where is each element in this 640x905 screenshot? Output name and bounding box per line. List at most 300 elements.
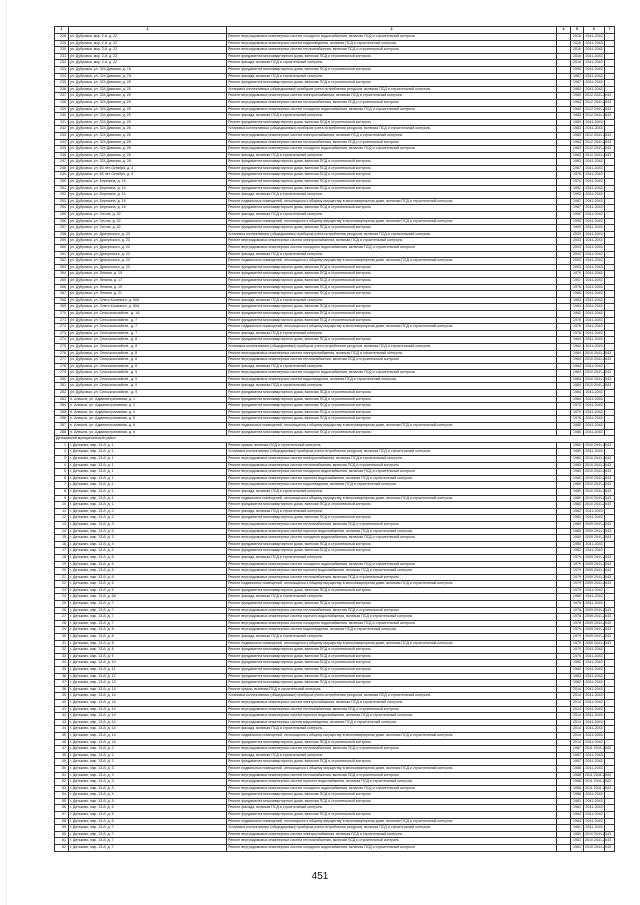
address-cell: г. Дятьково, мкр. 13-й, д. 1 — [69, 495, 227, 502]
empty-cell — [557, 627, 571, 634]
period-cell: 2041-2043 — [584, 66, 605, 73]
empty-cell — [605, 225, 615, 232]
year-cell: 1979 — [571, 554, 584, 561]
work-type-cell: Ремонт внутридомовых инженерных систем холодного водоснабжения, включая ПСД и строительный контроль — [227, 845, 557, 852]
address-cell: г. Дятьково, мкр. 13-й, д. 14 — [69, 739, 227, 746]
year-cell: 1978 — [571, 324, 584, 331]
period-cell: 2041-2043 — [584, 238, 605, 245]
address-cell: ул. Дубровка, ул. Гоголя, д. 32 — [69, 218, 227, 225]
address-cell: ул. Дубровка, ул. 324 Дивизии, д. 25 — [69, 93, 227, 100]
empty-cell — [605, 647, 615, 654]
empty-cell — [557, 732, 571, 739]
row-number: 234 — [55, 73, 69, 80]
row-number: 20 — [55, 568, 69, 575]
empty-cell — [605, 798, 615, 805]
address-cell: ул. Дубровка, ул. Сельскохозяйств., д. 1А — [69, 310, 227, 317]
empty-cell — [605, 73, 615, 80]
empty-cell — [605, 159, 615, 166]
year-cell: 1985 — [571, 535, 584, 542]
empty-cell — [557, 746, 571, 753]
table-row — [55, 159, 615, 166]
table-row — [55, 126, 615, 133]
year-cell: 1983 — [571, 667, 584, 674]
address-cell: г. Дятьково, мкр. 13-й, д. 14 — [69, 713, 227, 720]
year-cell: 1987 — [571, 205, 584, 212]
row-number: 3 — [55, 456, 69, 463]
table-row — [55, 245, 615, 252]
address-cell: г. Дятьково, мкр. 13-й, д. 14 — [69, 719, 227, 726]
table-row — [55, 113, 615, 120]
work-type-cell: Ремонт фасада, включая ПСД и строительный контроль — [227, 634, 557, 641]
row-number: 276 — [55, 350, 69, 357]
empty-cell — [557, 680, 571, 687]
table-row — [55, 535, 615, 542]
table-row — [55, 271, 615, 278]
address-cell: г. Дятьково, мкр. 13-й, д. 2 — [69, 759, 227, 766]
address-cell: ул. Дубровка, ул. Сельскохозяйств., д. 8 — [69, 337, 227, 344]
address-cell: ул. Дубровка, ул. Драгунского, д. 23 — [69, 264, 227, 271]
empty-cell — [557, 845, 571, 852]
row-number: 228 — [55, 34, 69, 41]
empty-cell — [605, 812, 615, 819]
period-cell: 2010 2041-2043 — [584, 495, 605, 502]
work-type-cell: Ремонт фасада, включая ПСД и строительный контроль — [227, 297, 557, 304]
table-row — [55, 765, 615, 772]
year-cell: 1983 — [571, 99, 584, 106]
work-type-cell: Ремонт фундамента многоквартирного дома, включая ПСД и строительный контроль — [227, 53, 557, 60]
year-cell: 1984 — [571, 376, 584, 383]
empty-cell — [557, 554, 571, 561]
row-number: 31 — [55, 640, 69, 647]
empty-cell — [557, 139, 571, 146]
table-row — [55, 284, 615, 291]
work-type-cell: Ремонт подвальных помещений, относящихся к общему имуществу в многоквартирном доме, включая ПСД и строительный контроль — [227, 640, 557, 647]
period-cell: 2041-2043 — [584, 343, 605, 350]
table-row — [55, 409, 615, 416]
table-row — [55, 396, 615, 403]
address-cell: г. Дятьково, мкр. 13-й, д. 5 — [69, 798, 227, 805]
table-row — [55, 699, 615, 706]
year-cell: 1981 — [571, 831, 584, 838]
year-cell: 2014 — [571, 693, 584, 700]
empty-cell — [605, 291, 615, 298]
period-cell: 2011 2041-2043 — [584, 785, 605, 792]
year-cell: 1983 — [571, 119, 584, 126]
row-number: 62 — [55, 845, 69, 852]
work-type-cell: Ремонт фасада, включая ПСД и строительный контроль — [227, 212, 557, 219]
empty-cell — [557, 482, 571, 489]
table-row — [55, 212, 615, 219]
table-row — [55, 772, 615, 779]
period-cell: 2041-2043 — [584, 258, 605, 265]
table-row — [55, 86, 615, 93]
address-cell: г. Дятьково, мкр. 13-й, д. 3 — [69, 772, 227, 779]
table-row — [55, 686, 615, 693]
row-number: 11 — [55, 508, 69, 515]
period-cell: 2041-2043 — [584, 126, 605, 133]
empty-cell — [557, 86, 571, 93]
empty-cell — [605, 238, 615, 245]
table-row — [55, 317, 615, 324]
address-cell: ул. Дубровка, ул. 60 лет Октября, д. 6 — [69, 172, 227, 179]
empty-cell — [557, 508, 571, 515]
work-type-cell: Ремонт фундамента многоквартирного дома, включая ПСД и строительный контроль — [227, 119, 557, 126]
period-cell: 2041-2043 — [584, 792, 605, 799]
work-type-cell: Ремонт внутридомовых инженерных систем водоотведения, включая ПСД и строительный контроль — [227, 482, 557, 489]
period-cell: 2012 2041-2043 — [584, 106, 605, 113]
empty-cell — [605, 80, 615, 87]
period-cell: 2041-2043 — [584, 667, 605, 674]
year-cell: 1983 — [571, 146, 584, 153]
address-cell: ул. Дубровка, ул. Березина, д. 16 — [69, 179, 227, 186]
empty-cell — [605, 699, 615, 706]
period-cell: 2041-2043 — [584, 330, 605, 337]
work-type-cell: Ремонт внутридомовых инженерных систем горячего водоснабжения, включая ПСД и строительный контроль — [227, 528, 557, 535]
table-row — [55, 752, 615, 759]
year-cell: 1987 — [571, 80, 584, 87]
empty-cell — [557, 818, 571, 825]
table-row — [55, 475, 615, 482]
empty-cell — [557, 779, 571, 786]
empty-cell — [557, 653, 571, 660]
address-cell: г. Дятьково, мкр. 13-й, д. 1 — [69, 488, 227, 495]
work-type-cell: Ремонт фасада, включая ПСД и строительный контроль — [227, 152, 557, 159]
row-number: 46 — [55, 739, 69, 746]
period-cell: 2041-2043 — [584, 198, 605, 205]
work-type-cell: Ремонт фундамента многоквартирного дома, включая ПСД и строительный контроль — [227, 66, 557, 73]
empty-cell — [605, 548, 615, 555]
address-cell: ул. Дубровка, ул. Олега Кошевого, д. 50А — [69, 304, 227, 311]
table-row — [55, 80, 615, 87]
year-cell: 2014 — [571, 686, 584, 693]
work-type-cell: Ремонт фундамента многоквартирного дома, включая ПСД и строительный контроль — [227, 337, 557, 344]
period-cell: 2012 2041-2043 — [584, 139, 605, 146]
row-number: 55 — [55, 798, 69, 805]
work-type-cell: Установка коллективных (общедомовых) приборов учета потребления ресурсов, включая ПСД и строительный контроль — [227, 825, 557, 832]
table-row — [55, 653, 615, 660]
empty-cell — [605, 416, 615, 423]
table-row — [55, 172, 615, 179]
table-row — [55, 673, 615, 680]
address-cell: п. Алешня, ул. Административная, д. 4 — [69, 409, 227, 416]
empty-cell — [557, 66, 571, 73]
work-type-cell: Ремонт крыши, включая ПСД и строительный контроль — [227, 442, 557, 449]
address-cell: ул. Дубровка, ул. 324 Дивизии, д. 25 — [69, 119, 227, 126]
work-type-cell: Ремонт подвальных помещений, относящихся к общему имуществу в многоквартирном доме, включая ПСД и строительный контроль — [227, 198, 557, 205]
period-cell: 2041-2043 — [584, 449, 605, 456]
period-cell: 2011 2041-2043 — [584, 779, 605, 786]
empty-cell — [605, 719, 615, 726]
period-cell: 2010 2041-2043 — [584, 370, 605, 377]
empty-cell — [605, 805, 615, 812]
period-cell: 2041-2043 — [584, 508, 605, 515]
empty-cell — [557, 759, 571, 766]
empty-cell — [557, 53, 571, 60]
empty-cell — [557, 238, 571, 245]
empty-cell — [557, 185, 571, 192]
period-cell: 2041-2043 — [584, 706, 605, 713]
empty-cell — [557, 614, 571, 621]
period-cell: 2010 2041-2043 — [584, 845, 605, 852]
work-type-cell: Ремонт внутридомовых инженерных систем теплоснабжения, включая ПСД и строительный контроль — [227, 139, 557, 146]
table-row — [55, 693, 615, 700]
address-cell: г. Дятьково, мкр. 13-й, д. 14 — [69, 686, 227, 693]
empty-cell — [605, 271, 615, 278]
empty-cell — [605, 752, 615, 759]
address-cell: ул. Дубровка, ул. Драгунского, д. 23 — [69, 231, 227, 238]
row-number: 33 — [55, 653, 69, 660]
address-cell: ул. Дубровка, ул. Сельскохозяйств., д. 9 — [69, 383, 227, 390]
period-cell: 2010 2041-2043 — [584, 376, 605, 383]
table-row — [55, 429, 615, 436]
table-row — [55, 469, 615, 476]
work-type-cell: Ремонт подвальных помещений, относящихся к общему имуществу в многоквартирном доме, включая ПСД и строительный контроль — [227, 581, 557, 588]
empty-cell — [557, 60, 571, 67]
year-cell: 1978 — [571, 330, 584, 337]
period-cell: 2041-2043 — [584, 60, 605, 67]
empty-cell — [605, 739, 615, 746]
address-cell: п. Алешня, ул. Административная, д. 6 — [69, 429, 227, 436]
year-cell: 1979 — [571, 634, 584, 641]
period-cell: 2010 2041-2043 — [584, 502, 605, 509]
period-cell: 2041-2043 — [584, 80, 605, 87]
row-number: 241 — [55, 119, 69, 126]
year-cell: 1985 — [571, 423, 584, 430]
empty-cell — [605, 251, 615, 258]
period-cell: 2041-2043 — [584, 310, 605, 317]
year-cell: 1978 — [571, 416, 584, 423]
table-row — [55, 343, 615, 350]
address-cell: ул. Дубровка, мкр. 2-й, д. 22 — [69, 47, 227, 54]
empty-cell — [557, 370, 571, 377]
year-cell: 2016 — [571, 34, 584, 41]
address-cell: ул. Дубровка, ул. Олега Кошевого, д. 50А — [69, 297, 227, 304]
empty-cell — [557, 258, 571, 265]
period-cell: 2041-2043 — [584, 172, 605, 179]
empty-cell — [557, 528, 571, 535]
table-row — [55, 370, 615, 377]
row-number: 239 — [55, 106, 69, 113]
page-number: 451 — [311, 871, 329, 882]
period-cell: 2041-2043 — [584, 40, 605, 47]
address-cell: г. Дятьково, мкр. 13-й, д. 13 — [69, 680, 227, 687]
period-cell: 2041-2043 — [584, 205, 605, 212]
year-cell: 2014 — [571, 726, 584, 733]
empty-cell — [605, 205, 615, 212]
year-cell: 1979 — [571, 640, 584, 647]
empty-cell — [605, 119, 615, 126]
address-cell: ул. Дубровка, ул. 324 Дивизии, д. 25 — [69, 80, 227, 87]
row-number: 245 — [55, 146, 69, 153]
period-cell: 2041-2043 — [584, 805, 605, 812]
row-number: 43 — [55, 719, 69, 726]
table-row — [55, 383, 615, 390]
empty-cell — [605, 732, 615, 739]
table-row — [55, 739, 615, 746]
period-cell: 2010 2041-2043 — [584, 469, 605, 476]
empty-cell — [605, 449, 615, 456]
period-cell: 2041-2043 — [584, 594, 605, 601]
row-number: 265 — [55, 277, 69, 284]
work-type-cell: Ремонт фундамента многоквартирного дома, включая ПСД и строительный контроль — [227, 205, 557, 212]
work-type-cell: Ремонт фасада, включая ПСД и строительный контроль — [227, 488, 557, 495]
empty-cell — [557, 390, 571, 397]
empty-cell — [557, 699, 571, 706]
address-cell: г. Дятьково, мкр. 13-й, д. 1 — [69, 442, 227, 449]
period-cell: 2010 2041-2043 — [584, 482, 605, 489]
table-row — [55, 508, 615, 515]
address-cell: ул. Дубровка, ул. 324 Дивизии, д. 26 — [69, 126, 227, 133]
empty-cell — [557, 330, 571, 337]
period-cell: 2041-2043 — [584, 680, 605, 687]
year-cell: 1988 — [571, 779, 584, 786]
work-type-cell: Ремонт подвальных помещений, относящихся к общему имуществу в многоквартирном доме, включая ПСД и строительный контроль — [227, 732, 557, 739]
work-type-cell: Ремонт внутридомовых инженерных систем теплоснабжения, включая ПСД и строительный контроль — [227, 99, 557, 106]
header-col-1: 1 — [55, 27, 69, 34]
work-type-cell: Ремонт фундамента многоквартирного дома, включая ПСД и строительный контроль — [227, 185, 557, 192]
address-cell: г. Дятьково, мкр. 13-й, д. 3 — [69, 779, 227, 786]
year-cell: 1983 — [571, 93, 584, 100]
work-type-cell: Ремонт фундамента многоквартирного дома, включая ПСД и строительный контроль — [227, 277, 557, 284]
row-number: 238 — [55, 99, 69, 106]
row-number: 262 — [55, 258, 69, 265]
year-cell: 1983 — [571, 152, 584, 159]
table-row — [55, 680, 615, 687]
empty-cell — [557, 106, 571, 113]
row-number: 254 — [55, 205, 69, 212]
address-cell: ул. Дубровка, ул. 324 Дивизии, д. 7А — [69, 66, 227, 73]
row-number: 22 — [55, 581, 69, 588]
table-row — [55, 719, 615, 726]
table-row — [55, 482, 615, 489]
address-cell: г. Дятьково, мкр. 13-й, д. 14 — [69, 699, 227, 706]
table-row — [55, 442, 615, 449]
empty-cell — [605, 212, 615, 219]
period-cell: 2041-2043 — [584, 291, 605, 298]
year-cell: 1957 — [571, 277, 584, 284]
address-cell: ул. Дубровка, ул. Драгунского, д. 23 — [69, 258, 227, 265]
empty-cell — [557, 132, 571, 139]
empty-cell — [557, 535, 571, 542]
row-number: 266 — [55, 284, 69, 291]
period-cell: 2041-2043 — [584, 798, 605, 805]
empty-cell — [605, 759, 615, 766]
address-cell: ул. Дубровка, ул. 324 Дивизии, д. 25 — [69, 106, 227, 113]
empty-cell — [605, 363, 615, 370]
work-type-cell: Ремонт внутридомовых инженерных систем холодного водоснабжения, включая ПСД и строительный контроль — [227, 469, 557, 476]
address-cell: г. Дятьково, мкр. 13-й, д. 6 — [69, 561, 227, 568]
row-number: 253 — [55, 198, 69, 205]
address-cell: ул. Дубровка, ул. Сельскохозяйств., д. 7 — [69, 324, 227, 331]
row-number: 255 — [55, 212, 69, 219]
row-number: 15 — [55, 535, 69, 542]
address-cell: ул. Дубровка, ул. Сельскохозяйств., д. 8 — [69, 357, 227, 364]
row-number: 270 — [55, 310, 69, 317]
year-cell: 1987 — [571, 73, 584, 80]
period-cell: 2009 2041-2043 — [584, 568, 605, 575]
row-number: 38 — [55, 686, 69, 693]
address-cell: г. Дятьково, мкр. 13-й, д. 2 — [69, 746, 227, 753]
year-cell: 1979 — [571, 581, 584, 588]
address-cell: г. Дятьково, мкр. 13-й, д. 6 — [69, 568, 227, 575]
address-cell: ул. Дубровка, ул. Березина, д. 16 — [69, 198, 227, 205]
empty-cell — [605, 343, 615, 350]
address-cell: п. Алешня, ул. Административная, д. 6 — [69, 423, 227, 430]
table-row — [55, 218, 615, 225]
empty-cell — [557, 126, 571, 133]
empty-cell — [605, 284, 615, 291]
work-type-cell: Ремонт внутридомовых инженерных систем теплоснабжения, включая ПСД и строительный контроль — [227, 462, 557, 469]
row-number: 269 — [55, 304, 69, 311]
year-cell: 1980 — [571, 469, 584, 476]
work-type-cell: Ремонт фасада, включая ПСД и строительный контроль — [227, 363, 557, 370]
work-type-cell: Ремонт внутридомовых инженерных систем электроснабжения, включая ПСД и строительный контроль — [227, 350, 557, 357]
year-cell: 1980 — [571, 475, 584, 482]
year-cell: 1986 — [571, 594, 584, 601]
table-row — [55, 192, 615, 199]
empty-cell — [605, 126, 615, 133]
period-cell: 2041-2043 — [584, 185, 605, 192]
row-number: 271 — [55, 317, 69, 324]
row-number: 4 — [55, 462, 69, 469]
period-cell: 2041-2043 — [584, 825, 605, 832]
empty-cell — [557, 225, 571, 232]
empty-cell — [605, 264, 615, 271]
address-cell: г. Дятьково, мкр. 13-й, д. 8 — [69, 627, 227, 634]
empty-cell — [557, 594, 571, 601]
period-cell: 2041-2043 — [584, 403, 605, 410]
empty-cell — [557, 80, 571, 87]
period-cell: 2010 2041-2043 — [584, 442, 605, 449]
period-cell: 2041-2043 — [584, 86, 605, 93]
empty-cell — [557, 159, 571, 166]
work-type-cell: Ремонт внутридомовых инженерных систем водоотведения, включая ПСД и строительный контроль — [227, 627, 557, 634]
work-type-cell: Ремонт внутридомовых инженерных систем теплоснабжения, включая ПСД и строительный контроль — [227, 574, 557, 581]
empty-cell — [557, 581, 571, 588]
address-cell: п. Алешня, ул. Административная, д. 5 — [69, 416, 227, 423]
empty-cell — [557, 475, 571, 482]
period-cell: 2009 2041-2043 — [584, 640, 605, 647]
year-cell: 1976 — [571, 284, 584, 291]
empty-cell — [557, 561, 571, 568]
table-row — [55, 614, 615, 621]
empty-cell — [605, 653, 615, 660]
empty-cell — [557, 812, 571, 819]
period-cell: 2011 2041-2043 — [584, 746, 605, 753]
period-cell: 2041-2043 — [584, 548, 605, 555]
period-cell: 2009 2041-2043 — [584, 627, 605, 634]
work-type-cell: Ремонт подвальных помещений, относящихся к общему имуществу в многоквартирном доме, включая ПСД и строительный контроль — [227, 218, 557, 225]
empty-cell — [605, 396, 615, 403]
period-cell: 2041-2043 — [584, 53, 605, 60]
empty-cell — [557, 34, 571, 41]
row-number: 261 — [55, 251, 69, 258]
work-type-cell: Ремонт фундамента многоквартирного дома, включая ПСД и строительный контроль — [227, 284, 557, 291]
address-cell: г. Дятьково, мкр. 13-й, д. 1 — [69, 456, 227, 463]
empty-cell — [557, 416, 571, 423]
empty-cell — [605, 686, 615, 693]
address-cell: г. Дятьково, мкр. 13-й, д. 12 — [69, 673, 227, 680]
empty-cell — [557, 93, 571, 100]
empty-cell — [557, 231, 571, 238]
row-number: 229 — [55, 40, 69, 47]
table-row — [55, 561, 615, 568]
period-cell: 2041-2043 — [584, 165, 605, 172]
work-type-cell: Ремонт фундамента многоквартирного дома, включая ПСД и строительный контроль — [227, 225, 557, 232]
row-number: 27 — [55, 614, 69, 621]
table-row — [55, 838, 615, 845]
period-cell: 2041-2043 — [584, 396, 605, 403]
